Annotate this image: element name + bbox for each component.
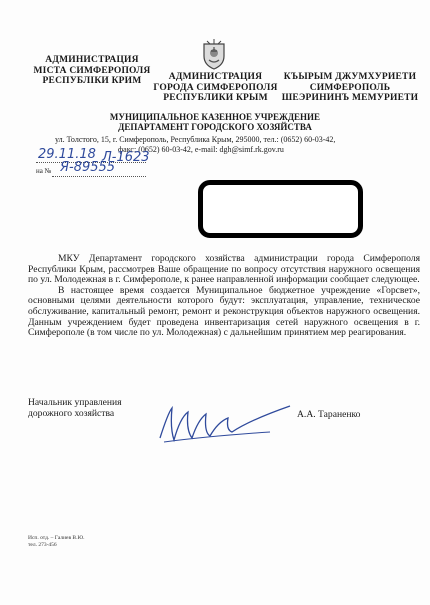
- body-paragraph: МКУ Департамент городского хозяйства администрации города Симферополя Республики Крым, рассмотрев Ваше обращение по вопросу отсутствия наружного освещения по ул. Молодежная в г. Симферополе, к ранее направленной информации сообщает следующее.: [28, 253, 420, 286]
- department-line: МУНИЦИПАЛЬНОЕ КАЗЕННОЕ УЧРЕЖДЕНИЕ: [109, 112, 321, 122]
- handwritten-signature: [150, 398, 300, 448]
- department-title: [95, 112, 335, 132]
- handwritten-date: 29.11.18: [38, 147, 96, 162]
- letter-body: [28, 254, 420, 339]
- header-left-block: [22, 55, 162, 87]
- department-line: ДЕПАРТАМЕНТ ГОРОДСКОГО ХОЗЯЙСТВА: [118, 122, 312, 132]
- handwritten-number: Л-1623: [102, 150, 150, 165]
- header-right-line: ШЕЭРИНИНЪ МЕМУРИЕТИ: [281, 93, 419, 103]
- department-contacts: факс: (0652) 60-03-42, e-mail: dgh@simf.rk.gov.ru: [118, 145, 284, 154]
- reference-label: на №: [36, 167, 52, 175]
- header-center-line: ГОРОДА СИМФЕРОПОЛЯ: [153, 82, 278, 93]
- signatory-name: А.А. Тараненко: [297, 409, 361, 420]
- body-paragraph: В настоящее время создается Муниципальное бюджетное учреждение «Горсвет», основными целями деятельности которого будут: эксплуатация, управление, техническое обслуживание, капитальный ремонт, ремонт и реконструкция объектов наружного освещения. Данным учреждением будет проведена инвентаризация сетей наружного освещения в г. Симферополе (в том числе по ул. Молодежная) с дальнейшим принятием мер реагирования.: [28, 284, 420, 339]
- executor-line: тел. 273-456: [28, 542, 57, 548]
- position-line: дорожного хозяйства: [28, 408, 115, 419]
- header-right-line: СИМФЕРОПОЛЬ: [309, 82, 391, 93]
- department-address: ул. Толстого, 15, г. Симферополь, Республика Крым, 295000, тел.: (0652) 60-03-42,: [55, 135, 336, 144]
- header-right-line: КЪЫРЫМ ДЖУМХУРИЕТИ: [283, 72, 417, 82]
- header-left-line: РЕСПУБЛІКИ КРИМ: [42, 76, 142, 86]
- executor-info: [28, 535, 85, 549]
- handwritten-reference: Я-89555: [60, 160, 116, 175]
- position-line: Начальник управления: [28, 397, 122, 408]
- city-coat-of-arms-icon: [200, 38, 228, 70]
- reference-underline: [52, 176, 146, 177]
- redacted-recipient-box: [198, 180, 363, 238]
- executor-line: Исп. отд. – Галиев В.Ю.: [28, 535, 85, 541]
- header-center-line: РЕСПУБЛИКИ КРЫМ: [163, 93, 268, 103]
- header-left-line: АДМИНИСТРАЦИЯ: [45, 55, 139, 65]
- signatory-position: [28, 397, 122, 419]
- header-center-block: [148, 72, 283, 104]
- header-right-block: [280, 72, 420, 104]
- header-center-line: АДМИНИСТРАЦИЯ: [168, 72, 263, 82]
- header-left-line: МІСТА СИМФЕРОПОЛЯ: [33, 65, 151, 76]
